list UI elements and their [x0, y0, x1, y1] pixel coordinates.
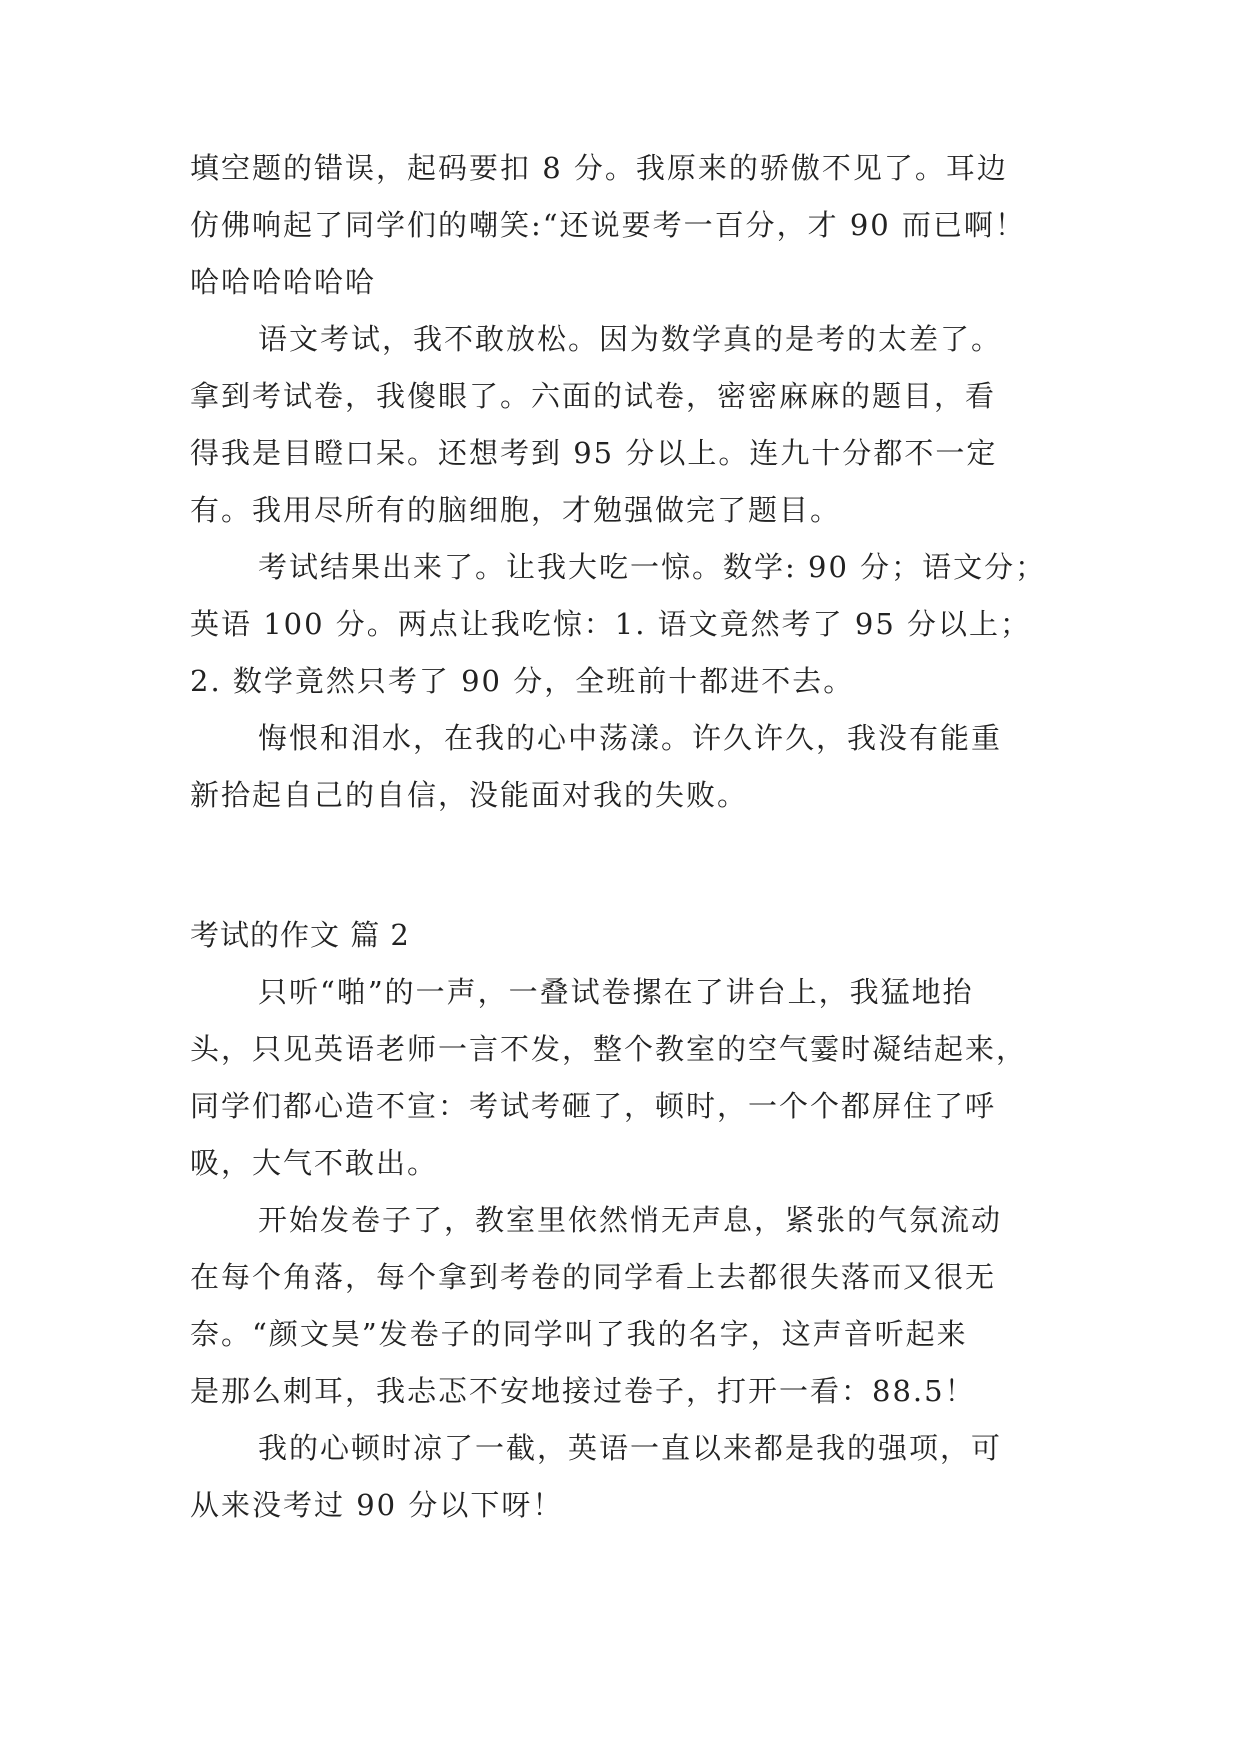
paragraph-exam-results: 考试结果出来了。让我大吃一惊。数学: 90 分；语文分； 英语 100 分。两点让我吃惊：1. 语文竟然考了 95 分以上； 2. 数学竟然只考了 90 分，全班前十都进不去。 — [190, 550, 1047, 698]
paragraph-continuation: 填空题的错误，起码要扣 8 分。我原来的骄傲不见了。耳边 仿佛响起了同学们的嘲笑:“还说要考一百分，才 90 而已啊！ 哈哈哈哈哈哈 — [190, 151, 1026, 299]
paragraph-regret: 悔恨和泪水，在我的心中荡漾。许久许久，我没有能重 新拾起自己的自信，没能面对我的失败。 — [190, 721, 1003, 812]
paragraph-test-papers: 只听“啪”的一声，一叠试卷摞在了讲台上，我猛地抬 头，只见英语老师一言不发，整个教室的空气霎时凝结起来， 同学们都心造不宣：考试考砸了，顿时，一个个都屏住了呼 吸，大气不敢出。 — [190, 975, 1028, 1180]
paragraph-handing-out: 开始发卷子了，教室里依然悄无声息，紧张的气氛流动 在每个角落，每个拿到考卷的同学看上去都很失落而又很无 奈。“颜文昊”发卷子的同学叫了我的名字，这声音听起来 是那么刺耳，我忐忑不安地接过卷子，打开一看：88.5！ — [190, 1203, 1003, 1408]
section-title: 考试的作文 篇 2 — [190, 918, 410, 952]
paragraph-disappointment: 我的心顿时凉了一截，英语一直以来都是我的强项，可 从来没考过 90 分以下呀！ — [190, 1431, 1003, 1522]
paragraph-chinese-exam: 语文考试，我不敢放松。因为数学真的是考的太差了。 拿到考试卷，我傻眼了。六面的试卷，密密麻麻的题目，看 得我是目瞪口呆。还想考到 95 分以上。连九十分都不一定 有。我用尽所有的脑细胞，才勉强做完了题目。 — [190, 322, 1003, 527]
